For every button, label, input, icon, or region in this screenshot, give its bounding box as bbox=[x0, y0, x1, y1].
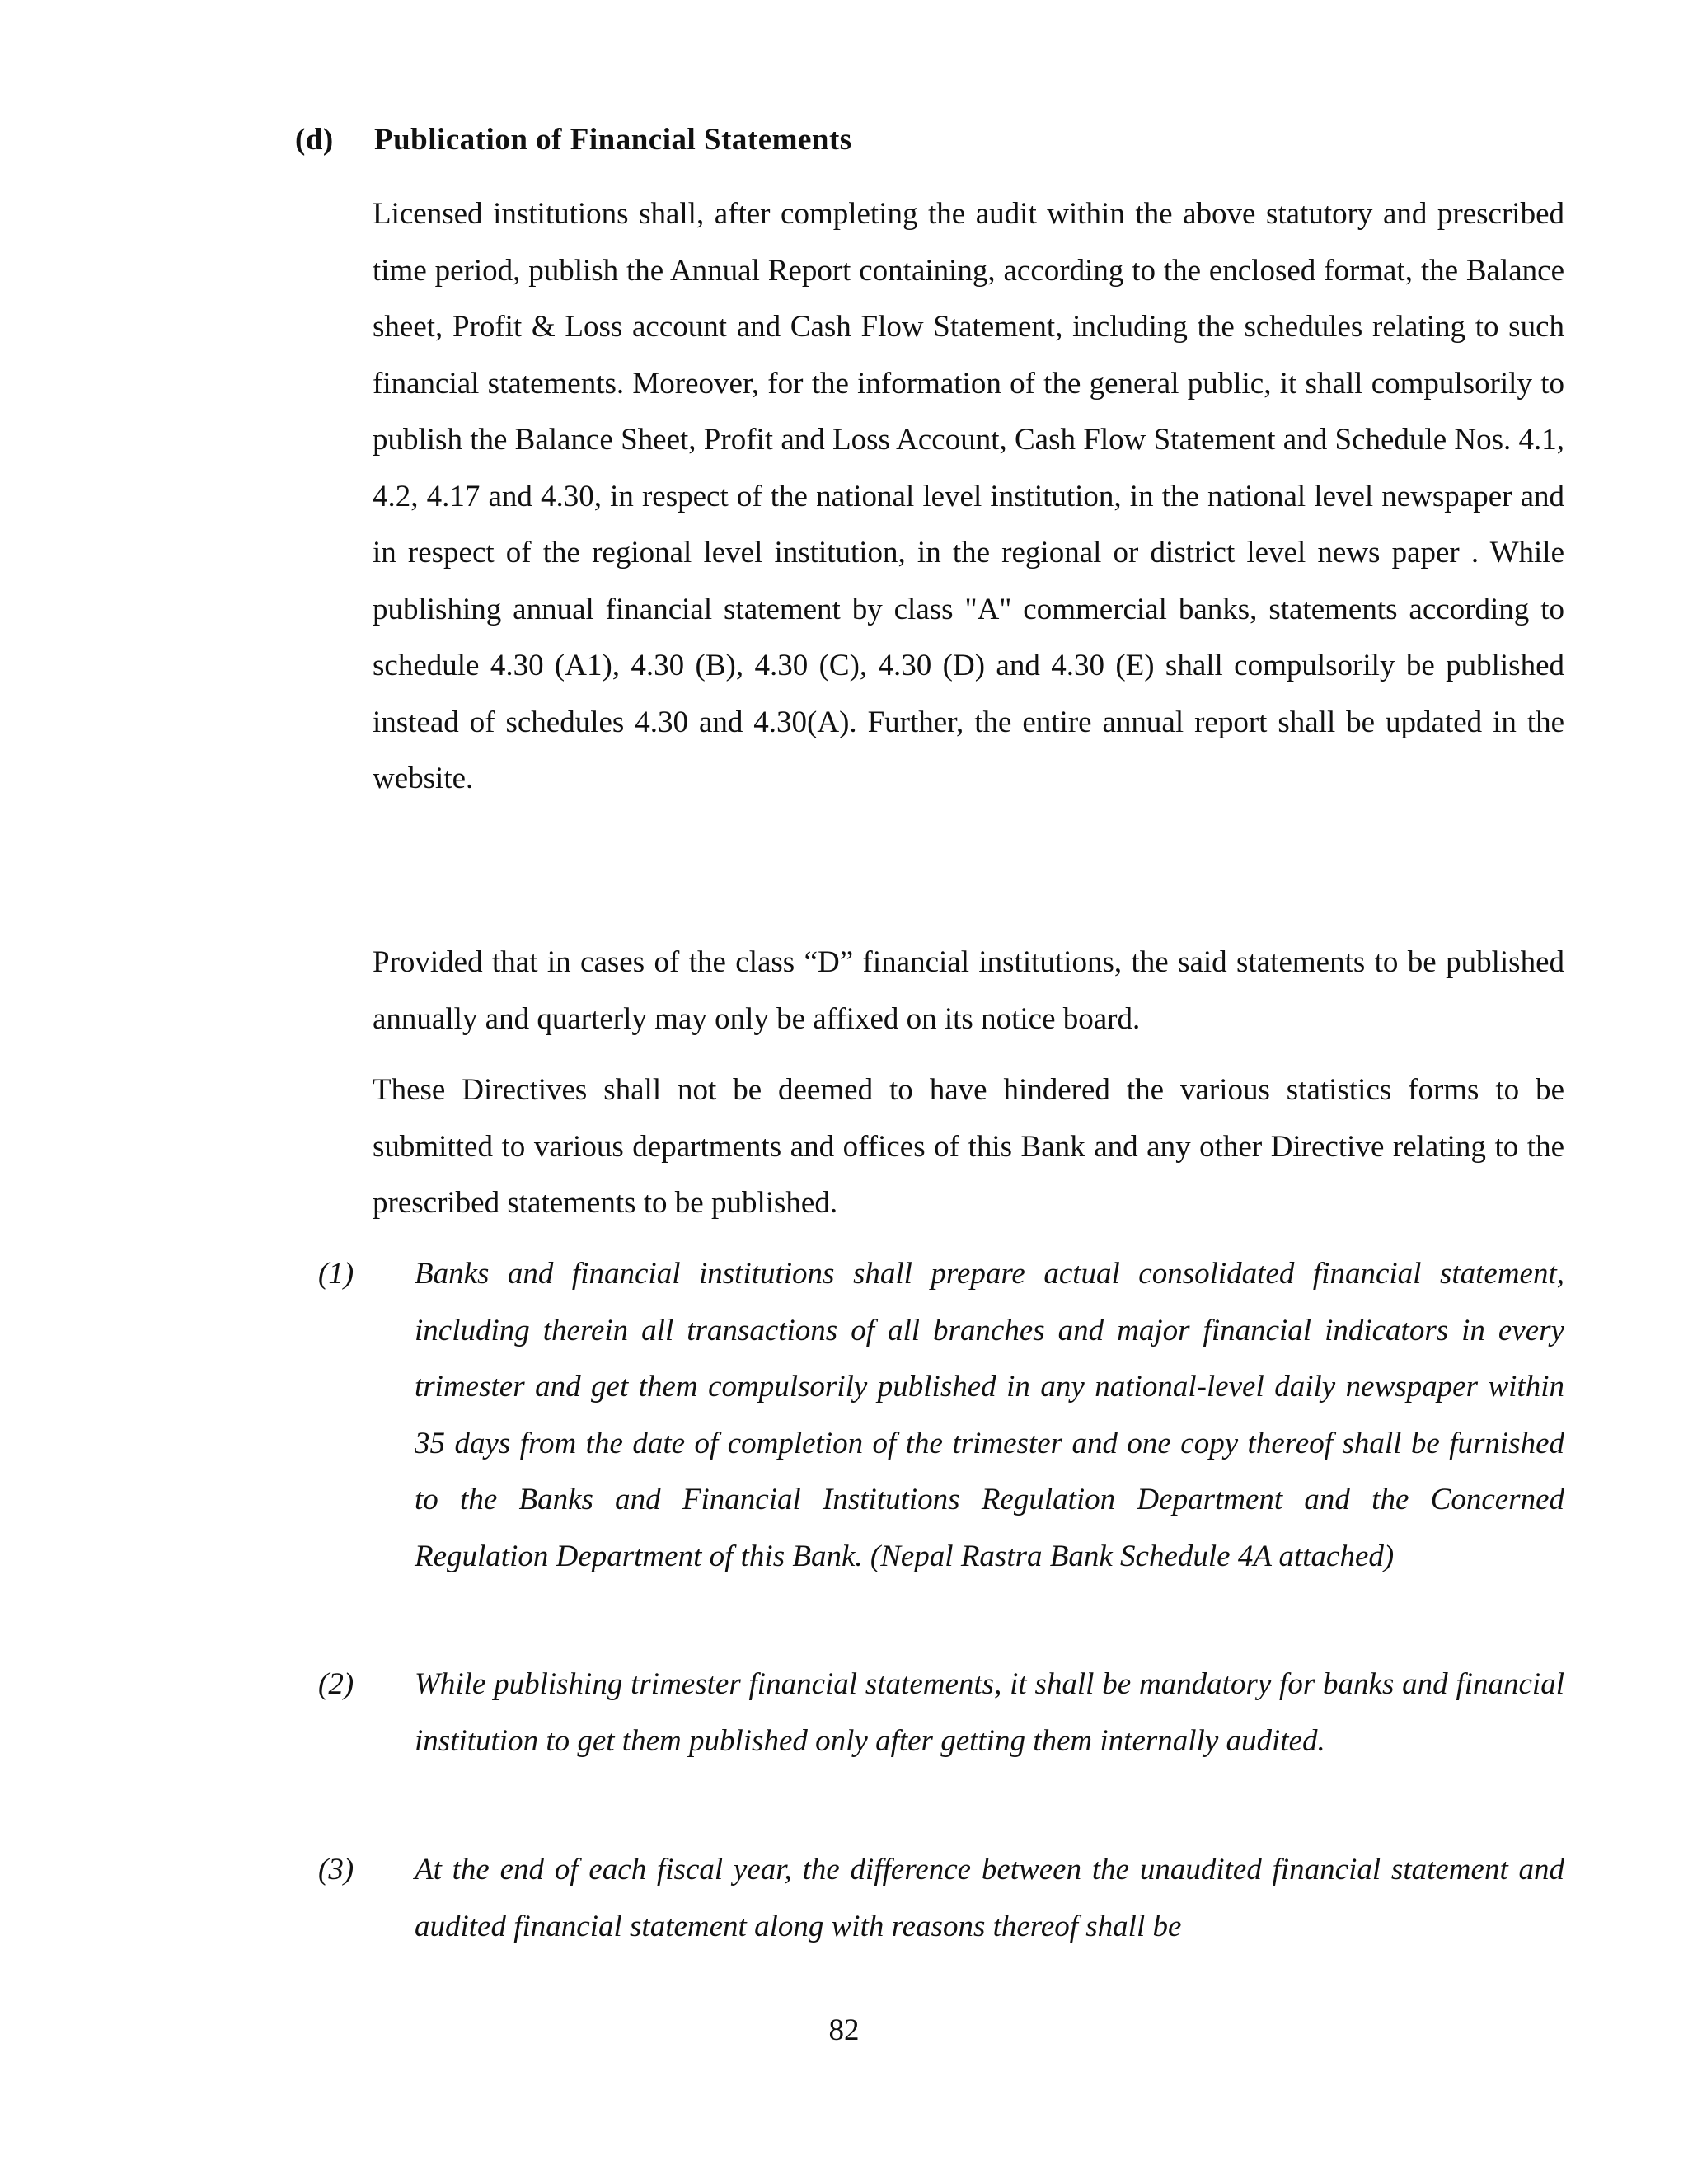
paragraph-class-d-proviso: Provided that in cases of the class “D” financial institutions, the said statements to be published annually and quarterly may only be affixed on its notice board. bbox=[373, 945, 1564, 1036]
list-item-text: Banks and financial institutions shall prepare actual consolidated financial statement, including therein all transactions of all branches and major financial indicators in every trimester and get them compulsorily published in any national-level daily newspaper within 35 days from the date of completion of the trimester and one copy thereof shall be furnished to the Banks and Financial Institutions Regulation Department and the Concerned Regulation Department of this Bank. (Nepal Rastra Bank Schedule 4A attached) bbox=[415, 1257, 1564, 1573]
list-item-number: (1) bbox=[318, 1257, 354, 1291]
list-item-number: (3) bbox=[318, 1853, 354, 1886]
list-item-text: While publishing trimester financial statements, it shall be mandatory for banks and financial institution to get them published only after getting them internally audited. bbox=[415, 1667, 1564, 1758]
section-marker: (d) bbox=[295, 123, 334, 157]
paragraph-directives-note: These Directives shall not be deemed to have hindered the various statistics forms to be submitted to various departments and offices of this Bank and any other Directive relating to the prescribed statements to be published. bbox=[373, 1073, 1564, 1220]
paragraph-publication-requirements: Licensed institutions shall, after completing the audit within the above statutory and prescribed time period, publish the Annual Report containing, according to the enclosed format, the Balance sheet, Profit & Loss account and Cash Flow Statement, including the schedules relating to such financial statements. Moreover, for the information of the general public, it shall compulsorily to publish the Balance Sheet, Profit and Loss Account, Cash Flow Statement and Schedule Nos. 4.1, 4.2, 4.17 and 4.30, in respect of the national level institution, in the national level newspaper and in respect of the regional level institution, in the regional or district level news paper . While publishing annual financial statement by class "A" commercial banks, statements according to schedule 4.30 (A1), 4.30 (B), 4.30 (C), 4.30 (D) and 4.30 (E) shall compulsorily be published instead of schedules 4.30 and 4.30(A). Further, the entire annual report shall be updated in the website. bbox=[373, 197, 1564, 795]
list-item bbox=[318, 1246, 1564, 1585]
page-number: 82 bbox=[828, 2013, 860, 2047]
list-item-text: At the end of each fiscal year, the difference between the unaudited financial statement and audited financial statement along with reasons thereof shall be bbox=[415, 1853, 1564, 1943]
list-item bbox=[318, 1657, 1564, 1769]
section-title: Publication of Financial Statements bbox=[374, 123, 852, 157]
list-item-number: (2) bbox=[318, 1667, 354, 1701]
section-heading bbox=[295, 122, 852, 157]
list-item bbox=[318, 1842, 1564, 1955]
